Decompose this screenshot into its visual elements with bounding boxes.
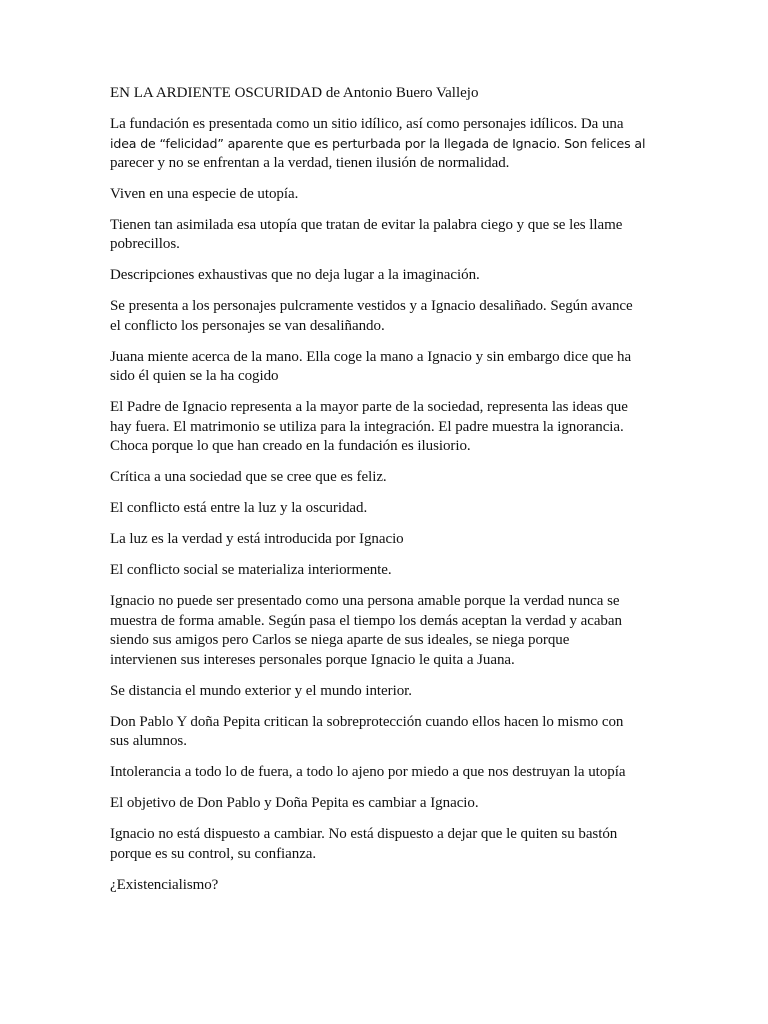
paragraph-line: La fundación es presentada como un sitio idílico, así como personajes idílicos. Da una <box>110 115 624 132</box>
document-page <box>110 84 670 907</box>
paragraph <box>110 876 670 896</box>
paragraph <box>110 561 670 581</box>
paragraph-line: Se distancia el mundo exterior y el mundo interior. <box>110 682 412 699</box>
paragraph-line: Ignacio no está dispuesto a cambiar. No está dispuesto a dejar que le quiten su bastón <box>110 826 618 842</box>
paragraph <box>110 468 670 488</box>
paragraph <box>110 499 670 519</box>
paragraph-line: Intolerancia a todo lo de fuera, a todo lo ajeno por miedo a que nos destruyan la utopía <box>110 764 626 780</box>
paragraph-line: Tienen tan asimilada esa utopía que tratan de evitar la palabra ciego y que se les llame <box>110 216 623 233</box>
paragraph <box>110 682 670 702</box>
paragraph <box>110 825 670 864</box>
paragraph-line: ¿Existencialismo? <box>110 876 219 893</box>
paragraph <box>110 266 670 286</box>
document-title: EN LA ARDIENTE OSCURIDAD de Antonio Buero Vallejo <box>110 85 479 101</box>
paragraph-line: Se presenta a los personajes pulcramente vestidos y a Ignacio desaliñado. Según avance <box>110 298 633 314</box>
paragraph-line: muestra de forma amable. Según pasa el tiempo los demás aceptan la verdad y acaban <box>110 612 622 629</box>
paragraph-line: parecer y no se enfrentan a la verdad, tienen ilusión de normalidad. <box>110 154 510 171</box>
paragraph-line: El objetivo de Don Pablo y Doña Pepita es cambiar a Ignacio. <box>110 795 479 811</box>
paragraph-line: hay fuera. El matrimonio se utiliza para la integración. El padre muestra la ignorancia. <box>110 418 624 435</box>
paragraph-line: Descripciones exhaustivas que no deja lugar a la imaginación. <box>110 267 480 283</box>
paragraph <box>110 297 670 336</box>
paragraph-line: Juana miente acerca de la mano. Ella coge la mano a Ignacio y sin embargo dice que ha <box>110 348 632 365</box>
paragraph-line: El conflicto está entre la luz y la oscuridad. <box>110 500 368 516</box>
paragraph <box>110 398 670 457</box>
paragraph-line: intervienen sus intereses personales porque Ignacio le quita a Juana. <box>110 651 515 668</box>
paragraph <box>110 216 670 255</box>
paragraph-line: el conflicto los personajes se van desaliñando. <box>110 317 385 334</box>
paragraph-line: pobrecillos. <box>110 236 180 252</box>
paragraph-line: El Padre de Ignacio representa a la mayor parte de la sociedad, representa las ideas que <box>110 399 628 415</box>
paragraph-line: Crítica a una sociedad que se cree que es feliz. <box>110 469 387 485</box>
paragraph-line: Viven en una especie de utopía. <box>110 185 299 202</box>
paragraph <box>110 348 670 387</box>
paragraph <box>110 185 670 205</box>
paragraph-line: porque es su control, su confianza. <box>110 845 317 862</box>
paragraph-line: Don Pablo Y doña Pepita critican la sobreprotección cuando ellos hacen lo mismo con <box>110 713 624 730</box>
paragraph <box>110 794 670 814</box>
paragraph-line: sido él quien se la ha cogido <box>110 368 279 384</box>
paragraph <box>110 713 670 752</box>
paragraph-line: sus alumnos. <box>110 733 187 749</box>
paragraph <box>110 115 670 174</box>
paragraph-line: idea de “felicidad” aparente que es perturbada por la llegada de Ignacio. Son felices al <box>110 136 646 151</box>
paragraph <box>110 592 670 670</box>
paragraph-line: Ignacio no puede ser presentado como una persona amable porque la verdad nunca se <box>110 593 620 609</box>
paragraph-line: Choca porque lo que han creado en la fundación es ilusiorio. <box>110 438 471 454</box>
paragraph-line: La luz es la verdad y está introducida por Ignacio <box>110 531 404 547</box>
paragraph <box>110 763 670 783</box>
paragraph-line: siendo sus amigos pero Carlos se niega aparte de sus ideales, se niega porque <box>110 632 570 648</box>
paragraph <box>110 530 670 550</box>
paragraph-line: El conflicto social se materializa interiormente. <box>110 562 392 578</box>
